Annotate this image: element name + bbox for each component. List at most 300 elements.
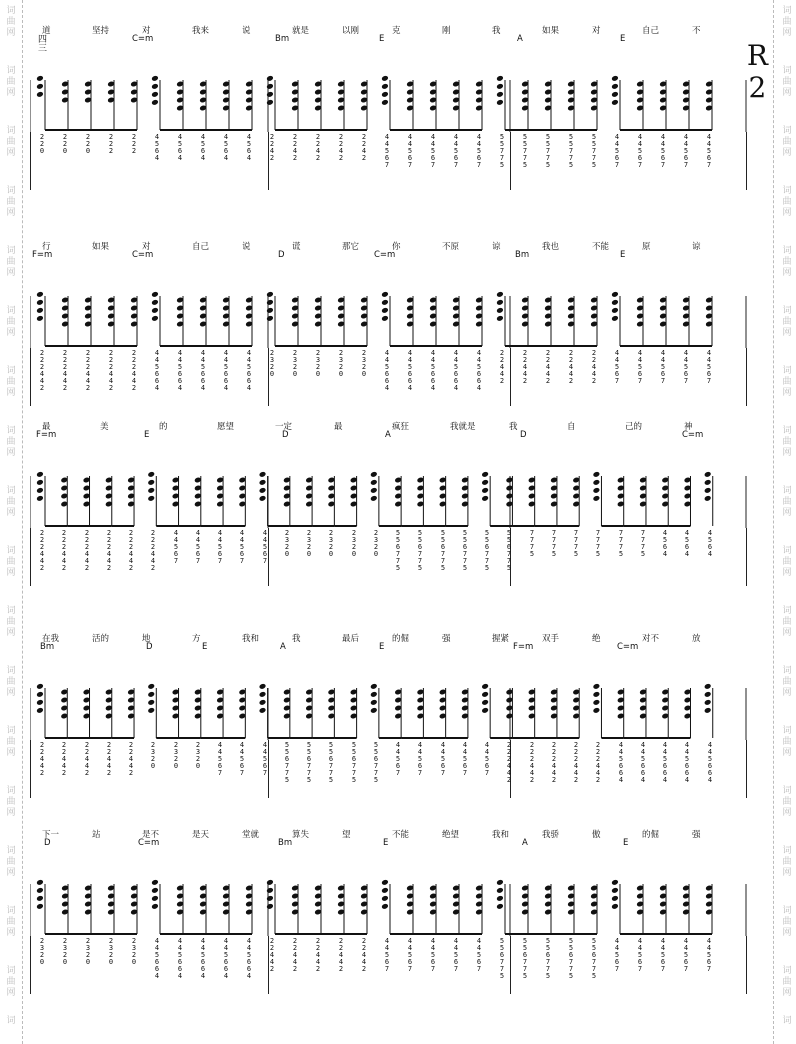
note-chord	[360, 296, 368, 346]
note-chord	[684, 476, 692, 526]
note-chord	[572, 688, 580, 738]
note-chord	[222, 80, 230, 130]
note-chord	[417, 476, 425, 526]
left-watermark-strip	[0, 0, 23, 1044]
chord-symbol: D	[146, 642, 153, 652]
tab-column: 4 4 5 6 6 4	[384, 349, 390, 392]
note-chord	[314, 296, 322, 346]
watermark-mark: 词 曲 网	[782, 666, 792, 698]
tab-column: 2 2 2 4 4 2	[108, 349, 114, 392]
tab-column: 4 5 6 4	[154, 133, 160, 162]
chord-symbol: Bm	[40, 642, 55, 652]
watermark-mark: 词 曲 网	[782, 186, 792, 218]
lyric-word: 强	[442, 634, 451, 644]
lyric-word: 我	[492, 26, 501, 36]
tab-column: 4 4 5 6 6 4	[618, 741, 624, 784]
note-chord	[370, 683, 379, 738]
chord-symbol: Bm	[278, 838, 293, 848]
note-chord	[394, 476, 402, 526]
tab-column: 2 2 0	[39, 133, 45, 155]
note-chord	[314, 80, 322, 130]
note-chord	[381, 75, 390, 130]
note-chord	[176, 296, 184, 346]
tab-column: 2 2 4 4 2	[568, 349, 574, 385]
lyric-word: 就是	[292, 26, 310, 36]
lyric-word: 我也	[542, 242, 560, 252]
tab-column: 5 5 6 7 7 5	[462, 529, 468, 572]
tab-column: 2 3 2 0	[315, 349, 321, 378]
tab-column: 4 4 5 6 7	[637, 937, 643, 973]
tab-column: 2 2 2 4 4 2	[551, 741, 557, 784]
tab-column: 5 5 6 7 7 5	[591, 937, 597, 980]
lyric-word: 绝	[592, 634, 601, 644]
note-chord	[291, 884, 299, 934]
chord-symbol: E	[202, 642, 208, 652]
tune-label: 四三	[36, 34, 46, 52]
tab-column: 4 5 6 4	[684, 529, 690, 558]
chord-symbol: E	[620, 34, 626, 44]
note-chord	[475, 80, 483, 130]
tab-column: 5 5 6 7 7 5	[306, 741, 312, 784]
tab-bar-line	[746, 936, 747, 994]
tab-column: 2 3 2 0	[85, 937, 91, 966]
note-chord	[659, 884, 667, 934]
note-chord	[337, 884, 345, 934]
lyric-word: 自	[567, 422, 576, 432]
tab-column: 4 4 5 6 7	[173, 529, 179, 565]
watermark-mark: 词 曲 网	[6, 906, 16, 938]
note-chord	[266, 75, 275, 130]
lyric-word: 傲	[592, 830, 601, 840]
tab-column: 2 3 2 0	[361, 349, 367, 378]
note-chord	[130, 296, 138, 346]
watermark-mark: 词 曲 网	[6, 6, 16, 38]
tab-column: 4 4 5 6 7	[614, 937, 620, 973]
note-chord	[283, 688, 291, 738]
tab-column: 7 7 7 5	[640, 529, 646, 558]
lyric-word: 的倔	[392, 634, 410, 644]
note-chord	[194, 688, 202, 738]
tab-column: 7 7 7 5	[551, 529, 557, 558]
tab-column: 2 3 2 0	[173, 741, 179, 770]
tab-column: 4 4 5 6 7	[614, 349, 620, 385]
tab-column: 4 4 5 6 6 4	[246, 937, 252, 980]
tab-column: 4 4 5 6 6 4	[200, 937, 206, 980]
lyric-word: 的倔	[642, 830, 660, 840]
tab-column: 4 4 5 6 7	[706, 937, 712, 973]
tab-column: 7 7 7 5	[618, 529, 624, 558]
note-chord	[611, 291, 620, 346]
note-chord	[481, 471, 490, 526]
note-chord	[305, 688, 313, 738]
note-chord	[360, 80, 368, 130]
note-chord	[417, 688, 425, 738]
tab-column: 4 4 5 6 6 4	[200, 349, 206, 392]
note-chord	[528, 688, 536, 738]
lyric-word: 我就是	[450, 422, 476, 432]
tab-column: 4 4 5 6 7	[440, 741, 446, 777]
watermark-mark: 词 曲 网	[782, 126, 792, 158]
tab-bar-line	[30, 348, 31, 406]
tab-column: 5 5 6 7 7 5	[373, 741, 379, 784]
tab-column: 4 4 5 6 7	[453, 937, 459, 973]
tab-column: 4 5 6 4	[707, 529, 713, 558]
tab-column: 2 2 4 4 2	[499, 349, 505, 385]
lyric-word: 我	[292, 634, 301, 644]
tab-column: 5 5 7 7 5	[522, 133, 528, 169]
note-chord	[521, 884, 529, 934]
note-chord	[611, 75, 620, 130]
tab-column: 5 5 6 7 7 5	[545, 937, 551, 980]
tab-column: 4 5 6 4	[223, 133, 229, 162]
watermark-mark: 词 曲 网	[6, 246, 16, 278]
note-chord	[496, 879, 505, 934]
tab-staff	[30, 348, 748, 408]
tab-column: 4 4 5 6 7	[195, 529, 201, 565]
note-chord	[659, 80, 667, 130]
lyric-word: 坚持	[92, 26, 110, 36]
note-chord	[461, 688, 469, 738]
lyric-word: 一定	[275, 422, 293, 432]
lyric-word: 堂就	[242, 830, 260, 840]
tab-column: 2 2 4 2	[338, 133, 344, 162]
chord-line	[30, 838, 748, 850]
lyric-word: 地	[142, 634, 151, 644]
tab-column: 2 2 4 4 2	[361, 937, 367, 973]
tab-column: 2 2 4 2	[292, 133, 298, 162]
tab-column: 2 2 4 4 2	[545, 349, 551, 385]
note-chord	[496, 291, 505, 346]
tab-staff	[30, 132, 748, 192]
watermark-mark: 词 曲 网	[782, 546, 792, 578]
note-chord	[266, 879, 275, 934]
note-chord	[216, 688, 224, 738]
lyric-word: 我来	[192, 26, 210, 36]
tab-column: 5 5 6 7 7 5	[522, 937, 528, 980]
note-chord	[291, 296, 299, 346]
lyric-word: 如果	[92, 242, 110, 252]
note-chord	[381, 879, 390, 934]
lyric-word: 我和	[242, 634, 260, 644]
tab-column: 4 4 5 6 6 4	[453, 349, 459, 392]
score-system	[30, 240, 748, 415]
lyric-word: 望	[342, 830, 351, 840]
lyric-word: 以刚	[342, 26, 360, 36]
tab-column: 4 4 5 6 7	[660, 937, 666, 973]
chord-symbol: E	[379, 642, 385, 652]
watermark-mark: 词 曲 网	[6, 726, 16, 758]
tab-column: 2 3 2 0	[351, 529, 357, 558]
note-chord	[36, 291, 45, 346]
note-chord	[684, 688, 692, 738]
tab-column: 2 2 2 4 4 2	[595, 741, 601, 784]
chord-symbol: E	[623, 838, 629, 848]
tab-staff	[30, 936, 748, 996]
watermark-mark: 词 曲 网	[6, 666, 16, 698]
right-watermark-strip	[773, 0, 796, 1044]
tab-column: 2 3 2 0	[373, 529, 379, 558]
note-chord	[130, 80, 138, 130]
watermark-mark: 词 曲 网	[6, 486, 16, 518]
watermark-mark: 词 曲 网	[6, 126, 16, 158]
watermark-mark: 词 曲 网	[782, 786, 792, 818]
tab-column: 2 3 2 0	[131, 937, 137, 966]
tab-column: 4 5 6 4	[662, 529, 668, 558]
tab-column: 4 4 5 6 6 4	[430, 349, 436, 392]
chord-symbol: A	[522, 838, 528, 848]
note-chord	[84, 884, 92, 934]
note-chord	[506, 476, 514, 526]
tab-column: 2 2 4 2	[315, 133, 321, 162]
note-chord	[452, 296, 460, 346]
lyric-word: 强	[692, 830, 701, 840]
note-chord	[452, 80, 460, 130]
tab-column: 2 2 2 4 4 2	[39, 529, 45, 572]
notation-staff	[30, 50, 748, 132]
note-chord	[636, 296, 644, 346]
chord-symbol: Bm	[275, 34, 290, 44]
note-chord	[127, 476, 135, 526]
note-chord	[705, 80, 713, 130]
note-chord	[590, 80, 598, 130]
note-chord	[521, 80, 529, 130]
note-chord	[381, 291, 390, 346]
note-chord	[550, 688, 558, 738]
watermark-mark: 词 曲 网	[782, 246, 792, 278]
score-system	[30, 24, 748, 199]
watermark-mark: 词 曲 网	[6, 306, 16, 338]
note-chord	[550, 476, 558, 526]
tab-column: 2 2 2 4 4 2	[573, 741, 579, 784]
note-chord	[429, 296, 437, 346]
note-chord	[439, 476, 447, 526]
score-system	[30, 632, 748, 807]
tab-column: 2 3 2 0	[284, 529, 290, 558]
note-chord	[259, 683, 268, 738]
tab-column: 4 4 5 6 7	[384, 937, 390, 973]
note-chord	[283, 476, 291, 526]
lyric-word: 如果	[542, 26, 560, 36]
note-chord	[611, 879, 620, 934]
lyric-word: 是天	[192, 830, 210, 840]
section-header	[747, 40, 768, 104]
note-chord	[528, 476, 536, 526]
note-chord	[593, 683, 602, 738]
tab-column: 5 5 6 7 7 5	[506, 529, 512, 572]
tab-column: 2 2 4 4 2	[292, 937, 298, 973]
note-chord	[593, 471, 602, 526]
tab-column: 2 2 4 4 2	[315, 937, 321, 973]
note-chord	[439, 688, 447, 738]
tab-column: 2 3 2 0	[39, 937, 45, 966]
watermark-mark: 词 曲 网	[782, 66, 792, 98]
tab-column: 5 5 6 7 7 5	[284, 741, 290, 784]
tab-column: 2 3 2 0	[195, 741, 201, 770]
tab-column: 2 2 4 4 2	[61, 741, 67, 777]
note-chord	[705, 296, 713, 346]
lyric-word: 说	[242, 242, 251, 252]
tab-column: 4 4 5 6 7	[430, 937, 436, 973]
note-chord	[61, 296, 69, 346]
lyric-word: 我骄	[542, 830, 560, 840]
note-chord	[328, 688, 336, 738]
chord-symbol: A	[280, 642, 286, 652]
tab-bar-line	[30, 132, 31, 190]
tab-column: 5 5 7 7 5	[591, 133, 597, 169]
lyric-word: 对	[142, 26, 151, 36]
note-chord	[194, 476, 202, 526]
tab-column: 5 5 6 7 7 5	[395, 529, 401, 572]
lyric-word: 放	[692, 634, 701, 644]
tab-column: 2 2 2	[131, 133, 137, 155]
chord-symbol: E	[379, 34, 385, 44]
lyric-word: 美	[100, 422, 109, 432]
tab-column: 4 4 5 6 7	[660, 133, 666, 169]
note-chord	[406, 884, 414, 934]
note-chord	[661, 476, 669, 526]
tab-column: 2 3 2 0	[328, 529, 334, 558]
tab-column: 4 5 6 4	[200, 133, 206, 162]
tab-column: 4 4 5 6 6 4	[154, 937, 160, 980]
note-chord	[481, 683, 490, 738]
watermark-mark: 词 曲 网	[782, 486, 792, 518]
tab-column: 4 4 5 6 7	[453, 133, 459, 169]
note-chord	[172, 688, 180, 738]
tab-column: 4 4 5 6 7	[384, 133, 390, 169]
chord-symbol: C=m	[132, 34, 154, 44]
tab-column: 4 5 6 4	[246, 133, 252, 162]
tab-column: 4 4 5 6 6 4	[707, 741, 713, 784]
tab-column: 5 5 6 7 7 5	[351, 741, 357, 784]
tab-column: 4 4 5 6 7	[462, 741, 468, 777]
note-chord	[199, 296, 207, 346]
lyric-word: 对	[592, 26, 601, 36]
lyric-word: 谅	[492, 242, 501, 252]
tab-column: 5 5 7 7 5	[545, 133, 551, 169]
tab-bar-line	[30, 936, 31, 994]
tab-column: 2 2 2 4 4 2	[84, 529, 90, 572]
tab-column: 2 2 2 4 4 2	[61, 529, 67, 572]
note-chord	[639, 688, 647, 738]
note-chord	[222, 296, 230, 346]
watermark-mark: 词 曲 网	[782, 426, 792, 458]
tab-column: 4 4 5 6 7	[217, 741, 223, 777]
note-chord	[567, 80, 575, 130]
watermark-mark: 词 曲 网	[782, 306, 792, 338]
note-chord	[61, 80, 69, 130]
note-chord	[406, 80, 414, 130]
note-chord	[350, 476, 358, 526]
note-chord	[636, 884, 644, 934]
lyric-word: 自己	[192, 242, 210, 252]
notation-staff	[30, 658, 748, 740]
note-chord	[429, 884, 437, 934]
section-number: 2	[748, 71, 767, 104]
note-chord	[659, 296, 667, 346]
tab-column: 4 4 5 6 6 4	[407, 349, 413, 392]
tab-column: 2 3 2 0	[269, 349, 275, 378]
chord-symbol: A	[517, 34, 523, 44]
note-chord	[245, 296, 253, 346]
note-chord	[291, 80, 299, 130]
note-chord	[305, 476, 313, 526]
tab-column: 2 2 4 4 2	[128, 741, 134, 777]
tab-column: 4 4 5 6 7	[637, 133, 643, 169]
tab-column: 5 5 7 7 5	[568, 133, 574, 169]
tab-column: 7 7 7 5	[595, 529, 601, 558]
tab-column: 4 4 5 6 7	[637, 349, 643, 385]
tab-column: 2 3 2 0	[338, 349, 344, 378]
tab-column: 2 2 2 4 4 2	[131, 349, 137, 392]
lyric-word: 双手	[542, 634, 560, 644]
lyric-word: 的	[159, 422, 168, 432]
tab-column: 4 4 5 6 7	[407, 937, 413, 973]
note-chord	[328, 476, 336, 526]
lyric-word: 不原	[442, 242, 460, 252]
tab-column: 2 2 2 4 4 2	[106, 529, 112, 572]
chord-symbol: D	[520, 430, 527, 440]
note-chord	[544, 296, 552, 346]
notation-staff	[30, 446, 748, 528]
lyric-word: 克	[392, 26, 401, 36]
tab-column: 4 4 5 6 7	[407, 133, 413, 169]
note-chord	[475, 296, 483, 346]
chord-symbol: F=m	[32, 250, 53, 260]
lyric-word: 自己	[642, 26, 660, 36]
tab-column: 4 4 5 6 6 4	[223, 349, 229, 392]
tab-column: 4 4 5 6 6 4	[662, 741, 668, 784]
tab-staff	[30, 740, 748, 800]
note-chord	[590, 884, 598, 934]
tab-column: 2 2 4 4 2	[84, 741, 90, 777]
note-chord	[36, 879, 45, 934]
tab-bar-line	[746, 528, 747, 586]
chord-symbol: C=m	[374, 250, 396, 260]
lyric-word: 活的	[92, 634, 110, 644]
note-chord	[704, 471, 713, 526]
chord-symbol: C=m	[682, 430, 704, 440]
lyric-word: 绝望	[442, 830, 460, 840]
tab-column: 4 4 5 6 7	[683, 133, 689, 169]
tab-column: 2 3 2 0	[150, 741, 156, 770]
note-chord	[572, 476, 580, 526]
tab-column: 5 5 6 7 7 5	[499, 937, 505, 980]
tab-bar-line	[510, 132, 511, 190]
lyric-word: 不	[692, 26, 701, 36]
note-chord	[266, 291, 275, 346]
tab-column: 2 3 2 0	[292, 349, 298, 378]
watermark-mark: 词	[782, 1016, 792, 1026]
tab-column: 2 3 2 0	[108, 937, 114, 966]
tab-column: 4 4 5 6 7	[217, 529, 223, 565]
lyric-word: 愿望	[217, 422, 235, 432]
note-chord	[661, 688, 669, 738]
tab-column: 4 4 5 6 7	[706, 133, 712, 169]
watermark-mark: 词	[6, 1016, 16, 1026]
chord-symbol: C=m	[132, 250, 154, 260]
tab-staff	[30, 528, 748, 588]
lyric-word: 说	[242, 26, 251, 36]
tab-column: 2 2 2 4 4 2	[128, 529, 134, 572]
tab-bar-line	[746, 132, 747, 190]
tab-column: 2 2 2 4 4 2	[85, 349, 91, 392]
note-chord	[151, 75, 160, 130]
note-chord	[461, 476, 469, 526]
chord-symbol: F=m	[36, 430, 57, 440]
tab-column: 4 4 5 6 6 4	[640, 741, 646, 784]
lyric-word: 算失	[292, 830, 310, 840]
lyric-word: 道	[42, 26, 51, 36]
